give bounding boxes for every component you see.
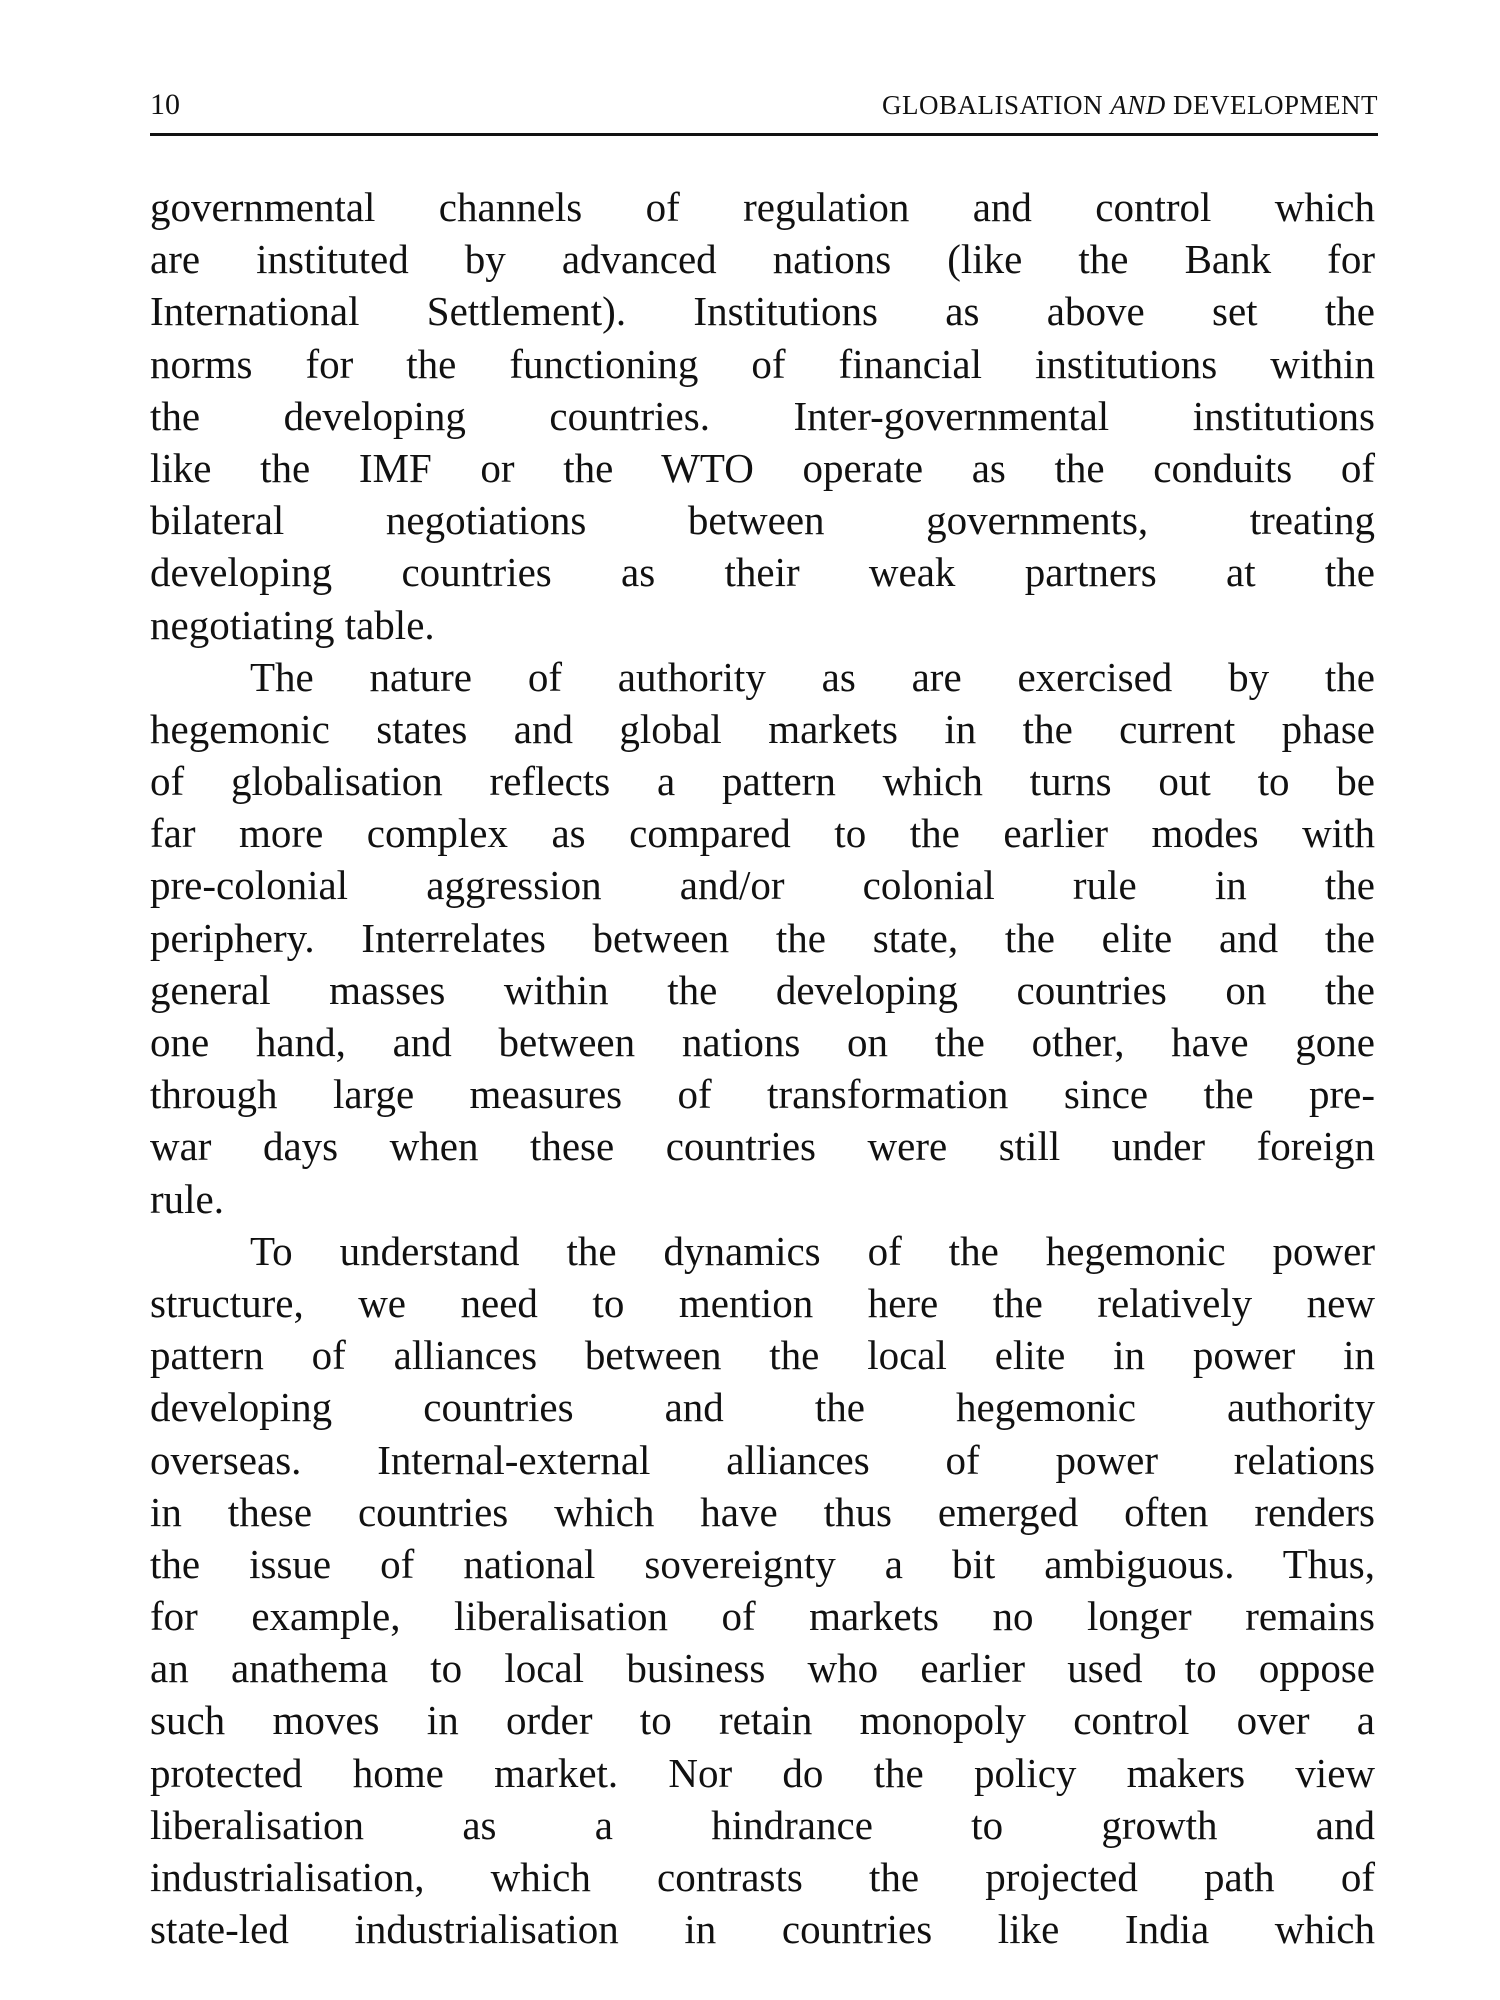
- running-title-part: DEVELOPMENT: [1165, 90, 1378, 120]
- text-line: overseas. Internal-external alliances of power relations: [150, 1436, 1375, 1483]
- text-line: the issue of national sovereignty a bit ambiguous. Thus,: [150, 1540, 1375, 1587]
- page-number: 10: [150, 88, 180, 121]
- text-line: war days when these countries were still under foreign: [150, 1123, 1375, 1170]
- text-line: liberalisation as a hindrance to growth and: [150, 1801, 1375, 1848]
- body-text: [150, 181, 1375, 1955]
- text-line: the developing countries. Inter-governmental institutions: [150, 392, 1375, 439]
- text-line: structure, we need to mention here the relatively new: [150, 1279, 1375, 1326]
- text-line: norms for the functioning of financial institutions within: [150, 340, 1375, 387]
- running-title-part: GLOBALISATION: [882, 90, 1111, 120]
- text-line: an anathema to local business who earlier used to oppose: [150, 1645, 1375, 1692]
- text-line: in these countries which have thus emerged often renders: [150, 1488, 1375, 1535]
- running-title: [882, 90, 1378, 121]
- paragraph: [150, 181, 1375, 651]
- header-rule: [150, 133, 1378, 136]
- running-title-italic: AND: [1110, 90, 1166, 120]
- text-line: such moves in order to retain monopoly control over a: [150, 1697, 1375, 1744]
- text-line: for example, liberalisation of markets no longer remains: [150, 1593, 1375, 1640]
- running-header: [150, 88, 1378, 128]
- text-line: protected home market. Nor do the policy makers view: [150, 1749, 1375, 1796]
- paragraph: [150, 1225, 1375, 1956]
- text-line: rule.: [150, 1175, 224, 1222]
- text-line: are instituted by advanced nations (like the Bank for: [150, 236, 1375, 283]
- text-line: developing countries as their weak partners at the: [150, 549, 1375, 596]
- text-line: pattern of alliances between the local elite in power in: [150, 1332, 1375, 1379]
- text-line: through large measures of transformation since the pre-: [150, 1071, 1375, 1118]
- text-line: periphery. Interrelates between the state, the elite and the: [150, 914, 1375, 961]
- text-line: governmental channels of regulation and control which: [150, 184, 1375, 230]
- text-line: state-led industrialisation in countries like India which: [150, 1906, 1375, 1953]
- text-line: general masses within the developing countries on the: [150, 966, 1375, 1013]
- text-line: far more complex as compared to the earlier modes with: [150, 810, 1375, 857]
- text-line: of globalisation reflects a pattern which turns out to be: [150, 758, 1375, 805]
- text-line: The nature of authority as are exercised by the: [250, 653, 1375, 700]
- text-line: industrialisation, which contrasts the projected path of: [150, 1854, 1375, 1900]
- text-line: International Settlement). Institutions as above set the: [150, 288, 1375, 335]
- text-line: hegemonic states and global markets in the current phase: [150, 705, 1375, 752]
- text-line: developing countries and the hegemonic authority: [150, 1384, 1375, 1431]
- text-line: negotiating table.: [150, 601, 435, 648]
- text-line: To understand the dynamics of the hegemonic power: [250, 1227, 1375, 1274]
- paragraph: [150, 651, 1375, 1225]
- text-line: pre-colonial aggression and/or colonial rule in the: [150, 862, 1375, 909]
- text-line: one hand, and between nations on the other, have gone: [150, 1019, 1375, 1065]
- text-line: like the IMF or the WTO operate as the conduits of: [150, 444, 1375, 491]
- text-line: bilateral negotiations between governments, treating: [150, 497, 1375, 544]
